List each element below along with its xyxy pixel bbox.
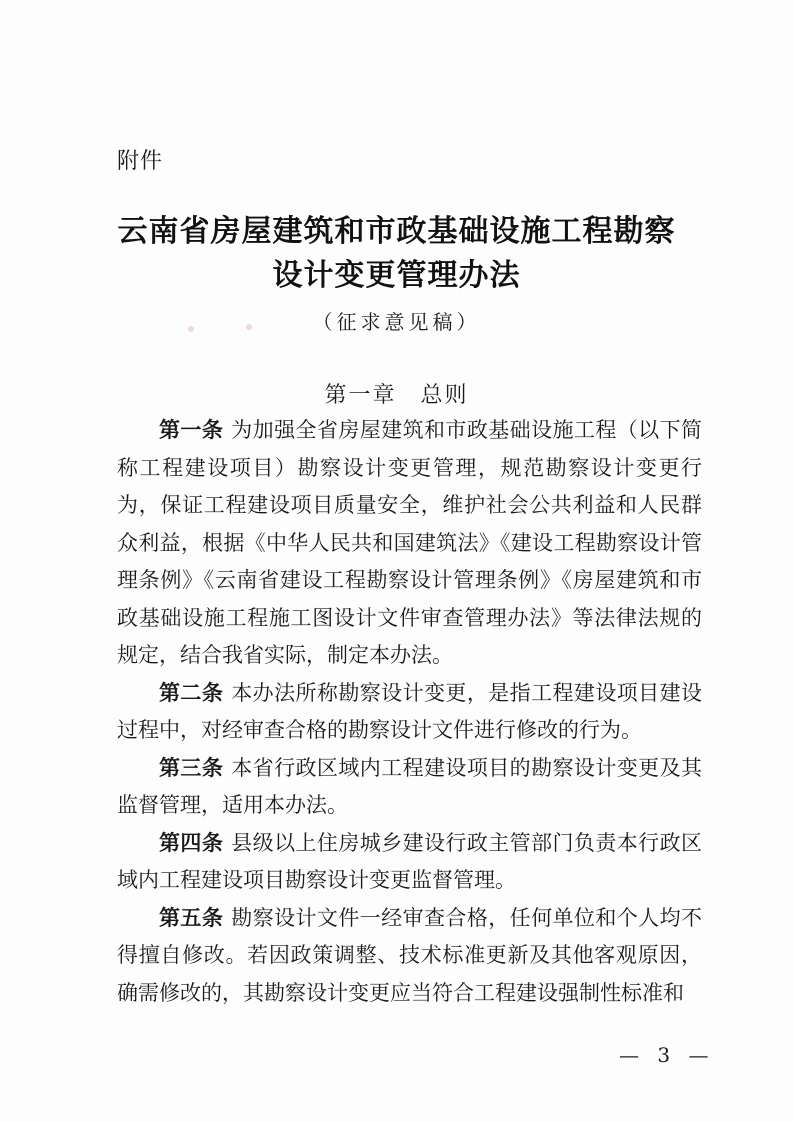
article-4 — [117, 825, 702, 900]
page-number: — 3 — — [619, 1043, 715, 1067]
document-body — [117, 412, 702, 1012]
article-5 — [117, 900, 702, 1013]
article-2 — [117, 675, 702, 750]
article-3 — [117, 750, 702, 825]
document-title-line-1: 云南省房屋建筑和市政基础设施工程勘察 — [117, 214, 676, 249]
article-1 — [117, 412, 702, 675]
article-number: 第一条 — [159, 418, 224, 442]
article-text: 县级以上住房城乡建设行政主管部门负责本行政区域内工程建设项目勘察设计变更监督管理。 — [117, 830, 702, 892]
article-number: 第二条 — [159, 680, 224, 705]
document-subtitle: （征求意见稿） — [312, 310, 481, 334]
article-text: 勘察设计文件一经审查合格，任何单位和个人均不得擅自修改。若因政策调整、技术标准更新及其他客观原因，确需修改的，其勘察设计变更应当符合工程建设强制性标准和 — [117, 905, 702, 1005]
article-number: 第五条 — [159, 905, 224, 930]
attachment-label: 附件 — [117, 149, 164, 174]
article-text: 为加强全省房屋建筑和市政基础设施工程（以下简称工程建设项目）勘察设计变更管理，规范勘察设计变更行为，保证工程建设项目质量安全，维护社会公共利益和人民群众利益，根据《中华人民共和国建筑法》《建设工程勘察设计管理条例》《云南省建设工程勘察设计管理条例》《房屋建筑和市政基础设施工程施工图设计文件审查管理办法》等法律法规的规定，结合我省实际，制定本办法。 — [117, 418, 702, 667]
chapter-heading: 第一章 总则 — [324, 383, 469, 408]
article-text: 本办法所称勘察设计变更，是指工程建设项目建设过程中，对经审查合格的勘察设计文件进行修改的行为。 — [117, 680, 702, 742]
document-title-line-2: 设计变更管理办法 — [272, 258, 521, 293]
article-number: 第三条 — [159, 755, 224, 780]
article-number: 第四条 — [159, 830, 224, 855]
article-text: 本省行政区域内工程建设项目的勘察设计变更及其监督管理，适用本办法。 — [117, 755, 702, 817]
